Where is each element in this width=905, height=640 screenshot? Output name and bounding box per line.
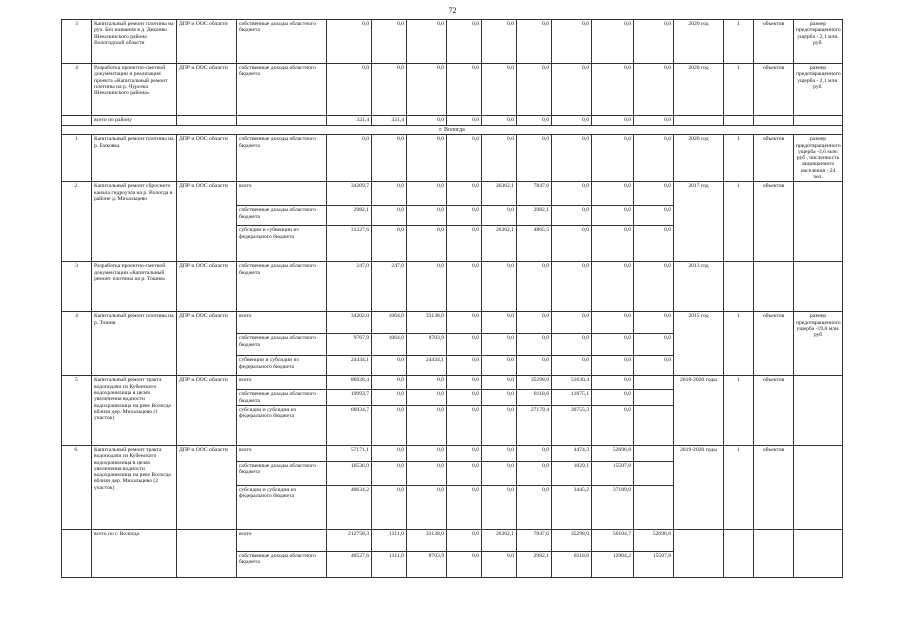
row-number: 4 (62, 312, 92, 376)
section-header-row (62, 126, 843, 135)
amount-cell: 247,0 (327, 262, 372, 312)
amount-cell: 0,0 (407, 206, 447, 226)
table-row (62, 135, 843, 182)
funding-source: собственные доходы областного бюджета (237, 551, 327, 577)
amount-cell: 1064,0 (372, 334, 407, 356)
amount-cell: 0,0 (372, 376, 407, 390)
funding-source: всего (237, 312, 327, 334)
amount-cell: 0,0 (634, 226, 674, 262)
amount-cell: 0,0 (482, 206, 517, 226)
empty-cell (794, 529, 843, 577)
amount-cell: 0,0 (592, 116, 634, 126)
executor: ДПР и ООС области (177, 445, 237, 529)
amount-cell: 2982,1 (517, 551, 552, 577)
page-number: 72 (448, 6, 457, 15)
amount-cell: 37189,0 (592, 485, 634, 529)
amount-cell: 0,0 (447, 445, 482, 461)
object-count: 1 (724, 135, 754, 182)
expected-result: размер предотвращенного ущерба -19,8 млн. руб (794, 312, 843, 376)
deadline: 2018-2020 годы (674, 376, 724, 446)
amount-cell: 0,0 (592, 206, 634, 226)
district-total-row (62, 116, 843, 126)
unit: объектов (754, 312, 794, 376)
empty-cell (674, 529, 724, 577)
amount-cell: 0,0 (447, 226, 482, 262)
amount-cell: 0,0 (407, 262, 447, 312)
amount-cell: 0,0 (372, 445, 407, 461)
amount-cell: 0,0 (592, 376, 634, 390)
executor: ДПР и ООС области (177, 64, 237, 116)
unit: объектов (754, 135, 794, 182)
unit: объектов (754, 376, 794, 446)
amount-cell: 19993,7 (327, 390, 372, 406)
activity-name: Капитальный ремонт тракта водоподачи из Кубенского водохранилища в целях увеличения водности водохранилища на реке Вологда вблизи дер. Михальцево (1 участок) (92, 376, 177, 446)
amount-cell: 0,0 (447, 405, 482, 445)
object-count (724, 262, 754, 312)
empty-cell (754, 116, 794, 126)
amount-cell: 0,0 (447, 182, 482, 206)
executor: ДПР и ООС области (177, 182, 237, 262)
amount-cell: 0,0 (592, 226, 634, 262)
activity-name: Капитальный ремонт сбросного канала гидроузла на р. Вологда в районе д. Михальцево (92, 182, 177, 262)
amount-cell: 0,0 (372, 206, 407, 226)
activity-name: Разработка проектно-сметной документации «Капитальный ремонт плотины на р. Тошня» (92, 262, 177, 312)
amount-cell: 0,0 (482, 461, 517, 485)
unit: объектов (754, 182, 794, 262)
funding-source: субсидии и субсидии из федерального бюджета (237, 485, 327, 529)
amount-cell: 0,0 (517, 356, 552, 376)
expected-result: размер предотвращенного ущерба - 2,1 млн. руб. (794, 20, 843, 64)
amount-cell: 1029,1 (552, 461, 592, 485)
amount-cell: 0,0 (447, 262, 482, 312)
funding-source: субвенции и субсидии из федерального бюджета (237, 356, 327, 376)
empty-cell (794, 116, 843, 126)
amount-cell: 66934,7 (327, 405, 372, 445)
amount-cell: 0,0 (447, 135, 482, 182)
funding-source: собственные доходы областного бюджета (237, 461, 327, 485)
amount-cell: 0,0 (482, 116, 517, 126)
amount-cell: 0,0 (634, 206, 674, 226)
funding-source: собственные доходы областного бюджета (237, 64, 327, 116)
amount-cell: 321,4 (372, 116, 407, 126)
city-total-row (62, 529, 843, 551)
executor: ДПР и ООС области (177, 376, 237, 446)
amount-cell: 0,0 (407, 116, 447, 126)
amount-cell: 0,0 (634, 182, 674, 206)
expected-result (794, 376, 843, 446)
amount-cell: 0,0 (552, 116, 592, 126)
amount-cell: 0,0 (592, 20, 634, 64)
amount-cell: 1311,0 (372, 551, 407, 577)
amount-cell: 0,0 (552, 182, 592, 206)
amount-cell: 0,0 (407, 376, 447, 390)
amount-cell: 0,0 (592, 135, 634, 182)
funding-source: собственные доходы областного бюджета (237, 20, 327, 64)
empty-cell (634, 376, 674, 390)
amount-cell: 9767,9 (327, 334, 372, 356)
executor: ДПР и ООС области (177, 135, 237, 182)
amount-cell: 35298,0 (552, 529, 592, 551)
amount-cell: 0,0 (552, 20, 592, 64)
amount-cell: 0,0 (447, 376, 482, 390)
amount-cell: 0,0 (372, 20, 407, 64)
amount-cell: 34202,0 (327, 312, 372, 334)
funding-source: собственные доходы областного бюджета (237, 206, 327, 226)
amount-cell: 0,0 (517, 312, 552, 334)
amount-cell: 1311,0 (372, 529, 407, 551)
empty-cell (177, 529, 237, 577)
empty-cell (754, 529, 794, 577)
amount-cell: 0,0 (552, 226, 592, 262)
amount-cell: 0,0 (592, 334, 634, 356)
activity-name: Капитальный ремонт плотины на р. Емковка (92, 135, 177, 182)
amount-cell: 0,0 (327, 64, 372, 116)
deadline: 2020 год (674, 135, 724, 182)
amount-cell: 0,0 (407, 135, 447, 182)
amount-cell: 0,0 (482, 390, 517, 406)
funding-source: всего (237, 445, 327, 461)
amount-cell: 12904,2 (592, 551, 634, 577)
empty-cell (634, 445, 674, 461)
amount-cell: 56104,7 (592, 529, 634, 551)
executor: ДПР и ООС области (177, 20, 237, 64)
amount-cell: 0,0 (447, 461, 482, 485)
deadline: 2019-2020 годы (674, 445, 724, 529)
amount-cell: 26362,1 (482, 182, 517, 206)
amount-cell: 39755,3 (552, 405, 592, 445)
row-number: 6. (62, 445, 92, 529)
amount-cell: 0,0 (407, 390, 447, 406)
amount-cell: 0,0 (407, 485, 447, 529)
expected-result (794, 262, 843, 312)
table-row (62, 64, 843, 116)
amount-cell: 212758,3 (327, 529, 372, 551)
amount-cell: 8118,6 (552, 551, 592, 577)
expected-result (794, 182, 843, 262)
amount-cell: 11875,1 (552, 390, 592, 406)
amount-cell: 0,0 (447, 390, 482, 406)
deadline: 2020 год (674, 20, 724, 64)
amount-cell: 0,0 (407, 64, 447, 116)
unit: объектов (754, 445, 794, 529)
row-number: 4 (62, 64, 92, 116)
amount-cell: 0,0 (552, 312, 592, 334)
empty-cell (674, 116, 724, 126)
activity-name: Капитальный ремонт плотины на руч. Без названия в д. Деконво Шекснинского района Вологодской области (92, 20, 177, 64)
expected-result: размер предотвращенного ущерба - 2,1 млн. руб. (794, 64, 843, 116)
deadline: 2017 год (674, 182, 724, 262)
activity-name: Разработка проектно-сметной документации и реализация проекта «Капитальный ремонт плотины на р. Чурсека Шекснинского района» (92, 64, 177, 116)
amount-cell: 57171,1 (327, 445, 372, 461)
amount-cell: 0,0 (482, 262, 517, 312)
amount-cell: 0,0 (447, 20, 482, 64)
amount-cell: 0,0 (407, 182, 447, 206)
funding-source: собственные доходы областного бюджета (237, 390, 327, 406)
amount-cell: 0,0 (552, 135, 592, 182)
amount-cell: 1064,0 (372, 312, 407, 334)
table-row (62, 20, 843, 64)
amount-cell: 15507,8 (634, 551, 674, 577)
amount-cell: 0,0 (447, 116, 482, 126)
amount-cell: 34209,7 (327, 182, 372, 206)
amount-cell: 0,0 (407, 461, 447, 485)
empty-cell (724, 529, 754, 577)
section-title: г. Вологда (62, 126, 843, 135)
activity-name: Капитальный ремонт тракта водоподачи из Кубенского водохранилища в целях увеличения водности водохранилища на реке Вологда вблизи дер. Михальцево (2 участок) (92, 445, 177, 529)
deadline: 2020 год (674, 64, 724, 116)
row-number: 2. (62, 182, 92, 262)
funding-source: собственные доходы областного бюджета (237, 262, 327, 312)
amount-cell: 0,0 (592, 405, 634, 445)
amount-cell: 0,0 (372, 356, 407, 376)
object-count: 1 (724, 64, 754, 116)
amount-cell: 0,0 (447, 485, 482, 529)
amount-cell: 0,0 (552, 206, 592, 226)
amount-cell: 7847,6 (517, 182, 552, 206)
amount-cell: 0,0 (592, 262, 634, 312)
empty-cell (62, 529, 92, 577)
empty-cell (634, 390, 674, 406)
row-number: 3 (62, 262, 92, 312)
funding-source: всего (237, 529, 327, 551)
amount-cell: 24434,1 (407, 356, 447, 376)
amount-cell: 0,0 (634, 312, 674, 334)
row-number: 3 (62, 20, 92, 64)
funding-source: всего (237, 376, 327, 390)
amount-cell: 0,0 (517, 461, 552, 485)
amount-cell: 0,0 (592, 356, 634, 376)
empty-cell (62, 116, 92, 126)
amount-cell: 26362,1 (482, 529, 517, 551)
amount-cell: 0,0 (517, 135, 552, 182)
amount-cell: 0,0 (482, 551, 517, 577)
amount-cell: 0,0 (517, 116, 552, 126)
expected-result: размер предотвращенного ущерба -3,6 млн. руб , численность защищаемого населения - 24 чел. (794, 135, 843, 182)
deadline: 2015 год (674, 312, 724, 376)
amount-cell: 40634,2 (327, 485, 372, 529)
total-label: всего по району (92, 116, 177, 126)
empty-cell (634, 405, 674, 445)
object-count: 1 (724, 20, 754, 64)
funding-source: субсидии и субвенции из федерального бюджета (237, 226, 327, 262)
unit: объектов (754, 20, 794, 64)
amount-cell: 0,0 (407, 405, 447, 445)
amount-cell: 0,0 (517, 20, 552, 64)
amount-cell: 0,0 (447, 529, 482, 551)
table-row (62, 182, 843, 206)
amount-cell: 0,0 (327, 135, 372, 182)
total-label: всего по г. Вологда (92, 529, 177, 577)
amount-cell: 0,0 (634, 64, 674, 116)
amount-cell: 0,0 (372, 485, 407, 529)
amount-cell: 2982,1 (327, 206, 372, 226)
activity-name: Капитальный ремонт плотины на р. Тошня (92, 312, 177, 376)
amount-cell: 0,0 (447, 334, 482, 356)
amount-cell: 51630,4 (552, 376, 592, 390)
empty-cell (634, 461, 674, 485)
funding-source: всего (237, 182, 327, 206)
executor: ДПР и ООС области (177, 262, 237, 312)
unit: объектов (754, 64, 794, 116)
program-activities-table (61, 19, 843, 578)
amount-cell: 8703,9 (407, 551, 447, 577)
amount-cell: 0,0 (372, 182, 407, 206)
amount-cell: 4474,3 (552, 445, 592, 461)
amount-cell: 0,0 (407, 20, 447, 64)
amount-cell: 0,0 (634, 262, 674, 312)
amount-cell: 0,0 (482, 20, 517, 64)
table-row (62, 445, 843, 461)
amount-cell: 0,0 (482, 64, 517, 116)
amount-cell: 0,0 (552, 64, 592, 116)
amount-cell: 0,0 (447, 312, 482, 334)
amount-cell: 0,0 (634, 116, 674, 126)
object-count: 1 (724, 445, 754, 529)
funding-source: собственные доходы областного бюджета (237, 334, 327, 356)
amount-cell: 0,0 (592, 312, 634, 334)
amount-cell: 3445,2 (552, 485, 592, 529)
amount-cell: 26362,1 (482, 226, 517, 262)
amount-cell: 0,0 (517, 64, 552, 116)
empty-cell (177, 116, 237, 126)
amount-cell: 2982,1 (517, 206, 552, 226)
amount-cell: 0,0 (372, 461, 407, 485)
amount-cell: 0,0 (517, 262, 552, 312)
amount-cell: 40527,6 (327, 551, 372, 577)
amount-cell: 27179,4 (517, 405, 552, 445)
amount-cell: 0,0 (482, 356, 517, 376)
amount-cell: 33138,0 (407, 312, 447, 334)
amount-cell: 0,0 (552, 262, 592, 312)
empty-cell (237, 116, 327, 126)
amount-cell: 0,0 (482, 312, 517, 334)
table-row (62, 312, 843, 334)
amount-cell: 0,0 (592, 64, 634, 116)
amount-cell: 321,4 (327, 116, 372, 126)
amount-cell: 86928,4 (327, 376, 372, 390)
amount-cell: 0,0 (447, 64, 482, 116)
amount-cell: 0,0 (407, 226, 447, 262)
amount-cell: 0,0 (407, 445, 447, 461)
unit (754, 262, 794, 312)
amount-cell: 0,0 (447, 356, 482, 376)
amount-cell: 0,0 (372, 226, 407, 262)
amount-cell: 0,0 (447, 551, 482, 577)
funding-source: субсидии и субсидии из федерального бюджета (237, 405, 327, 445)
table-row (62, 262, 843, 312)
amount-cell: 0,0 (482, 135, 517, 182)
amount-cell: 0,0 (327, 20, 372, 64)
amount-cell: 4865,5 (517, 226, 552, 262)
amount-cell: 8118,6 (517, 390, 552, 406)
deadline: 2013 год (674, 262, 724, 312)
amount-cell: 15507,8 (592, 461, 634, 485)
table-row (62, 376, 843, 390)
amount-cell: 0,0 (634, 20, 674, 64)
row-number: 5 (62, 376, 92, 446)
amount-cell: 0,0 (482, 376, 517, 390)
object-count: 1 (724, 182, 754, 262)
empty-cell (634, 485, 674, 529)
object-count: 1 (724, 312, 754, 376)
row-number: 1 (62, 135, 92, 182)
amount-cell: 7847,6 (517, 529, 552, 551)
empty-cell (724, 116, 754, 126)
amount-cell: 0,0 (634, 356, 674, 376)
amount-cell: 0,0 (482, 445, 517, 461)
amount-cell: 0,0 (592, 182, 634, 206)
amount-cell: 0,0 (372, 135, 407, 182)
amount-cell: 24434,1 (327, 356, 372, 376)
amount-cell: 16536,9 (327, 461, 372, 485)
amount-cell: 31227,6 (327, 226, 372, 262)
amount-cell: 52696,8 (634, 529, 674, 551)
amount-cell: 0,0 (372, 405, 407, 445)
amount-cell: 0,0 (634, 135, 674, 182)
amount-cell: 247,0 (372, 262, 407, 312)
amount-cell: 0,0 (482, 485, 517, 529)
amount-cell: 0,0 (552, 334, 592, 356)
funding-source: собственные доходы областного бюджета (237, 135, 327, 182)
amount-cell: 0,0 (482, 405, 517, 445)
executor: ДПР и ООС области (177, 312, 237, 376)
amount-cell: 0,0 (592, 390, 634, 406)
amount-cell: 52696,8 (592, 445, 634, 461)
amount-cell: 0,0 (517, 334, 552, 356)
amount-cell: 33138,0 (407, 529, 447, 551)
amount-cell: 0,0 (552, 356, 592, 376)
object-count: 1 (724, 376, 754, 446)
expected-result (794, 445, 843, 529)
amount-cell: 35298,0 (517, 376, 552, 390)
amount-cell: 8703,9 (407, 334, 447, 356)
amount-cell: 0,0 (482, 334, 517, 356)
amount-cell: 0,0 (372, 64, 407, 116)
amount-cell: 0,0 (447, 206, 482, 226)
amount-cell: 0,0 (372, 390, 407, 406)
amount-cell: 0,0 (634, 334, 674, 356)
amount-cell: 0,0 (517, 445, 552, 461)
amount-cell: 0,0 (517, 485, 552, 529)
